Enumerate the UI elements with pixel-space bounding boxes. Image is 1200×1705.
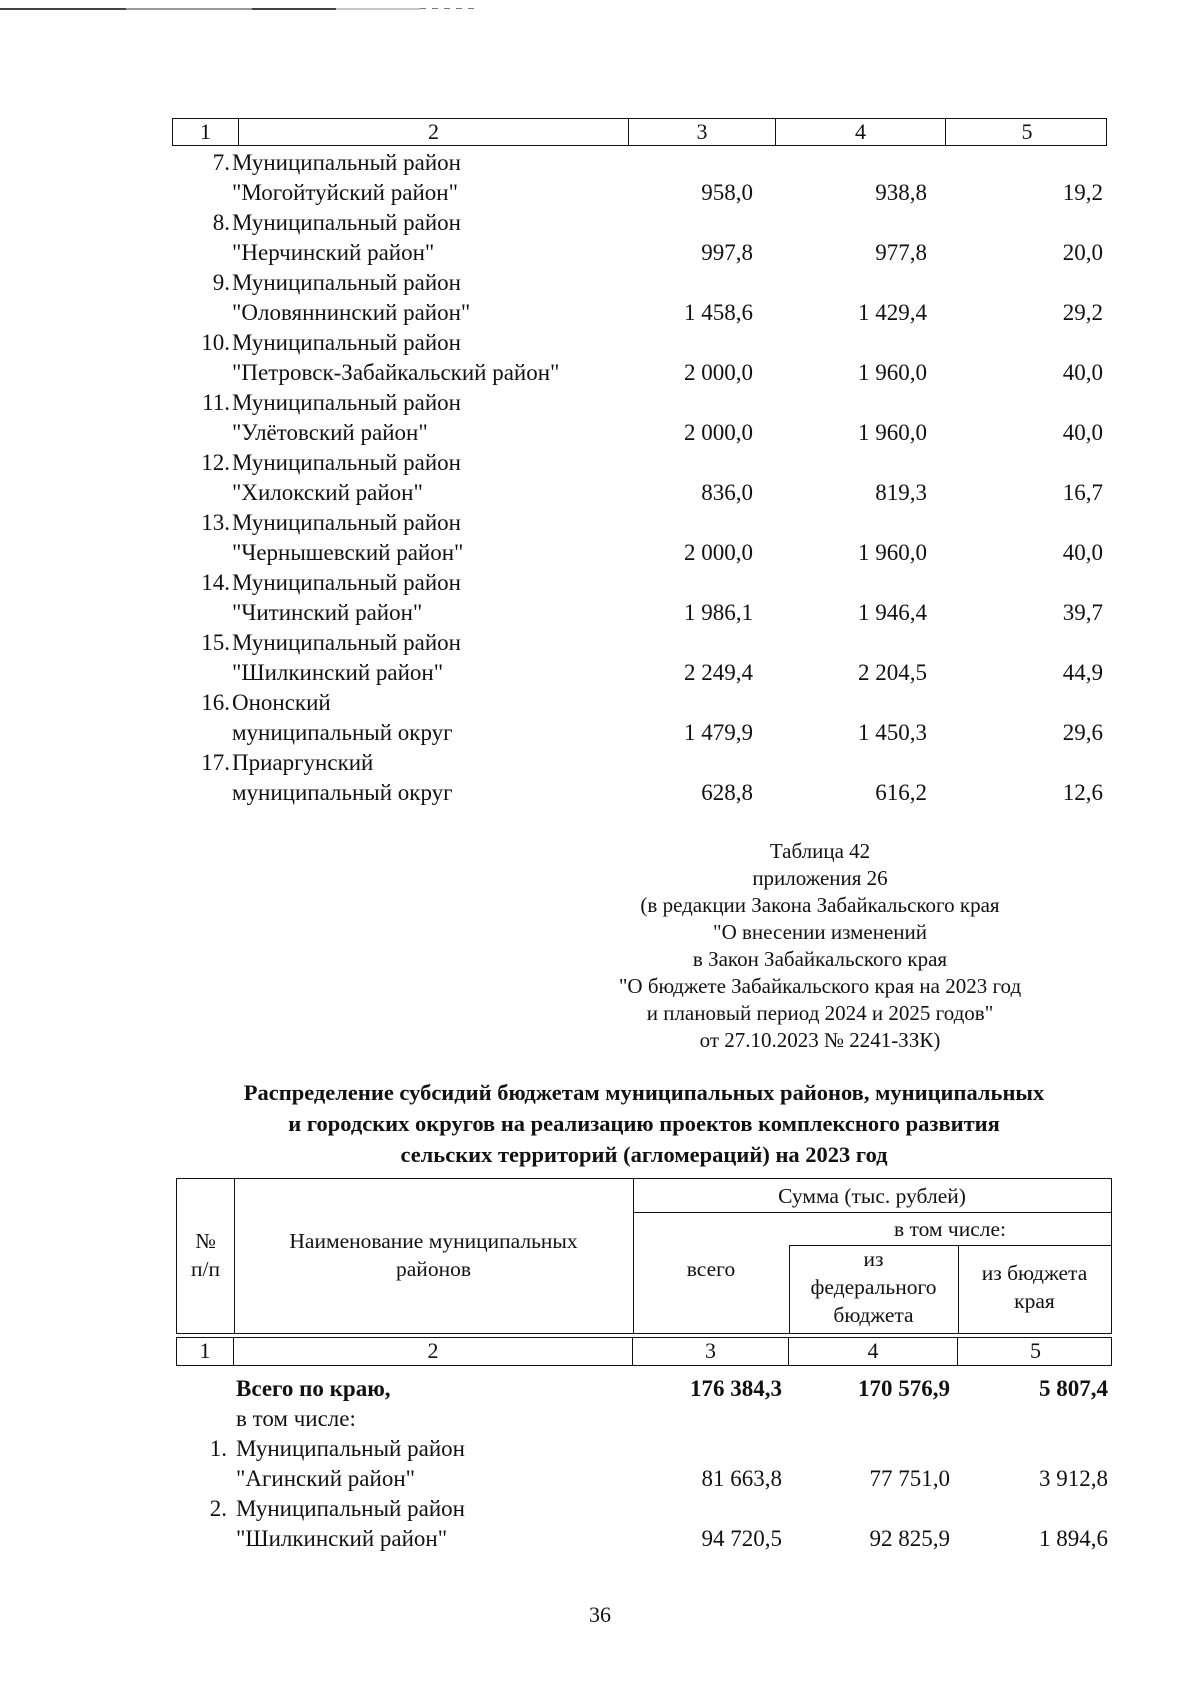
row-total: 2 000,0 <box>684 360 753 385</box>
row-federal: 92 825,9 <box>869 1526 950 1551</box>
row-name-line1: Муниципальный район <box>232 150 461 175</box>
row-total: 1 479,9 <box>684 720 753 745</box>
row-name-line2: "Оловяннинский район" <box>232 300 471 325</box>
row-regional: 40,0 <box>1062 360 1103 385</box>
title-line: сельских территорий (агломераций) на 2023 год <box>400 1142 888 1167</box>
table2-total-row <box>176 1374 1112 1404</box>
row-number: 13. <box>201 510 230 535</box>
table2-colnum-5: 5 <box>1030 1338 1041 1363</box>
row-federal: 77 751,0 <box>869 1466 950 1491</box>
row-total: 1 986,1 <box>684 600 753 625</box>
row-number: 14. <box>201 570 230 595</box>
table2-header <box>176 1178 1112 1334</box>
row-name-line2: "Петровск-Забайкальский район" <box>232 360 560 385</box>
row-name-line2: "Агинский район" <box>236 1466 416 1491</box>
table1-colnum-3: 3 <box>629 119 776 145</box>
row-name-line2: "Шилкинский район" <box>232 660 444 685</box>
header-name-line1: Наименование муниципальных <box>289 1229 578 1253</box>
total-label: Всего по краю, <box>236 1376 391 1401</box>
row-number: 11. <box>202 390 230 415</box>
divider <box>633 1212 1111 1213</box>
row-name-line2: муниципальный округ <box>232 780 453 805</box>
row-number: 1. <box>209 1436 227 1461</box>
header-num-line2: п/п <box>191 1257 220 1281</box>
annotation-line: в Закон Забайкальского края <box>692 947 948 971</box>
row-total: 94 720,5 <box>701 1526 782 1551</box>
row-regional: 40,0 <box>1062 420 1103 445</box>
row-federal: 819,3 <box>875 480 927 505</box>
scan-edge-artifact-dashed <box>420 8 480 9</box>
table1-colnum-5: 5 <box>1021 119 1033 144</box>
table1-row <box>172 568 1107 628</box>
row-name-line1: Муниципальный район <box>232 270 461 295</box>
row-number: 10. <box>201 330 230 355</box>
row-total: 997,8 <box>701 240 753 265</box>
table2-including-row <box>176 1404 1112 1434</box>
row-name-line2: "Улётовский район" <box>232 420 428 445</box>
table1-row <box>172 448 1107 508</box>
row-number: 8. <box>212 210 230 235</box>
header-federal-line3: бюджета <box>833 1303 914 1327</box>
row-federal: 938,8 <box>875 180 927 205</box>
row-name-line2: "Нерчинский район" <box>232 240 435 265</box>
header-federal-line2: федерального <box>810 1275 937 1299</box>
row-regional: 19,2 <box>1062 180 1103 205</box>
row-name-line1: Муниципальный район <box>232 570 461 595</box>
table1-row <box>172 208 1107 268</box>
row-federal: 2 204,5 <box>858 660 927 685</box>
row-number: 16. <box>201 690 230 715</box>
header-name-line2: районов <box>396 1257 471 1281</box>
table1-row <box>172 748 1107 808</box>
row-regional: 20,0 <box>1062 240 1103 265</box>
row-regional: 3 912,8 <box>1039 1466 1108 1491</box>
row-name-line2: "Хилокский район" <box>232 480 423 505</box>
row-total: 1 458,6 <box>684 300 753 325</box>
including-label: в том числе: <box>236 1406 356 1431</box>
row-total: 628,8 <box>701 780 753 805</box>
header-federal <box>789 1245 958 1329</box>
header-regional-line2: края <box>1014 1289 1055 1313</box>
table2-colnum-2: 2 <box>234 1338 633 1365</box>
total-regional: 5 807,4 <box>1039 1376 1108 1401</box>
table1-row <box>172 268 1107 328</box>
row-number: 12. <box>201 450 230 475</box>
row-regional: 12,6 <box>1062 780 1103 805</box>
row-number: 17. <box>201 750 230 775</box>
header-regional <box>958 1259 1111 1315</box>
annotation-line: приложения 26 <box>752 866 888 890</box>
row-name-line1: Муниципальный район <box>232 450 461 475</box>
row-federal: 1 450,3 <box>858 720 927 745</box>
row-number: 7. <box>212 150 230 175</box>
row-name-line1: Муниципальный район <box>232 210 461 235</box>
row-number: 9. <box>212 270 230 295</box>
row-federal: 616,2 <box>875 780 927 805</box>
page-number: 36 <box>589 1602 611 1627</box>
header-regional-line1: из бюджета <box>981 1261 1088 1285</box>
row-name-line1: Муниципальный район <box>232 510 461 535</box>
row-number: 15. <box>201 630 230 655</box>
row-name-line2: муниципальный округ <box>232 720 453 745</box>
table1-row <box>172 628 1107 688</box>
table1-colnum-2: 2 <box>239 119 629 145</box>
row-name-line1: Муниципальный район <box>232 630 461 655</box>
row-regional: 16,7 <box>1062 480 1103 505</box>
row-total: 2 249,4 <box>684 660 753 685</box>
table1-row <box>172 688 1107 748</box>
header-num <box>177 1227 234 1283</box>
table-title <box>176 1077 1112 1170</box>
row-regional: 44,9 <box>1062 660 1103 685</box>
row-regional: 39,7 <box>1062 600 1103 625</box>
annotation-line: "О бюджете Забайкальского края на 2023 год <box>618 974 1022 998</box>
table1-row <box>172 388 1107 448</box>
row-regional: 29,6 <box>1062 720 1103 745</box>
header-federal-line1: из <box>863 1247 884 1271</box>
header-total: всего <box>686 1257 736 1281</box>
table2-row <box>176 1494 1112 1554</box>
row-regional: 40,0 <box>1062 540 1103 565</box>
row-name-line1: Ононский <box>232 690 331 715</box>
row-federal: 1 960,0 <box>858 360 927 385</box>
row-name-line1: Приаргунский <box>232 750 374 775</box>
table1-colnum-1: 1 <box>173 119 239 145</box>
annotation-line: Таблица 42 <box>769 839 871 863</box>
scan-edge-artifact <box>0 8 420 10</box>
annotation-line: "О внесении изменений <box>713 920 927 944</box>
total-federal: 170 576,9 <box>858 1376 950 1401</box>
table2-colnum-4: 4 <box>789 1338 958 1365</box>
row-federal: 977,8 <box>875 240 927 265</box>
row-total: 81 663,8 <box>701 1466 782 1491</box>
table2-colnum-1: 1 <box>177 1338 234 1365</box>
row-name-line1: Муниципальный район <box>232 330 461 355</box>
title-line: и городских округов на реализацию проектов комплексного развития <box>288 1111 1000 1136</box>
row-name-line1: Муниципальный район <box>236 1496 465 1521</box>
row-regional: 29,2 <box>1062 300 1103 325</box>
header-name <box>234 1227 633 1283</box>
row-name-line2: "Шилкинский район" <box>236 1526 448 1551</box>
row-name-line1: Муниципальный район <box>232 390 461 415</box>
row-name-line1: Муниципальный район <box>236 1436 465 1461</box>
row-regional: 1 894,6 <box>1039 1526 1108 1551</box>
table1-row <box>172 508 1107 568</box>
total-sum: 176 384,3 <box>690 1376 782 1401</box>
row-federal: 1 946,4 <box>858 600 927 625</box>
row-total: 836,0 <box>701 480 753 505</box>
row-name-line2: "Читинский район" <box>232 600 423 625</box>
header-num-line1: № <box>195 1229 216 1253</box>
annotation-line: (в редакции Закона Забайкальского края <box>640 893 1000 917</box>
row-name-line2: "Могойтуйский район" <box>232 180 458 205</box>
row-federal: 1 960,0 <box>858 540 927 565</box>
row-total: 958,0 <box>701 180 753 205</box>
annotation-line: от 27.10.2023 № 2241-ЗЗК) <box>699 1028 941 1052</box>
row-total: 2 000,0 <box>684 420 753 445</box>
title-line: Распределение субсидий бюджетам муниципальных районов, муниципальных <box>243 1080 1045 1105</box>
table1-row <box>172 328 1107 388</box>
row-number: 2. <box>209 1496 227 1521</box>
header-sum-group: Сумма (тыс. рублей) <box>778 1184 966 1208</box>
row-federal: 1 429,4 <box>858 300 927 325</box>
header-including: в том числе: <box>893 1217 1007 1241</box>
annotation-line: и плановый период 2024 и 2025 годов" <box>646 1001 994 1025</box>
row-name-line2: "Чернышевский район" <box>232 540 464 565</box>
row-federal: 1 960,0 <box>858 420 927 445</box>
table2-column-numbers <box>176 1337 1112 1366</box>
table2-colnum-3: 3 <box>633 1338 789 1365</box>
table-annotation <box>560 838 1080 1054</box>
row-total: 2 000,0 <box>684 540 753 565</box>
table1-row <box>172 148 1107 208</box>
table2-row <box>176 1434 1112 1494</box>
table1-colnum-4: 4 <box>776 119 946 145</box>
table1-column-numbers <box>172 118 1107 146</box>
